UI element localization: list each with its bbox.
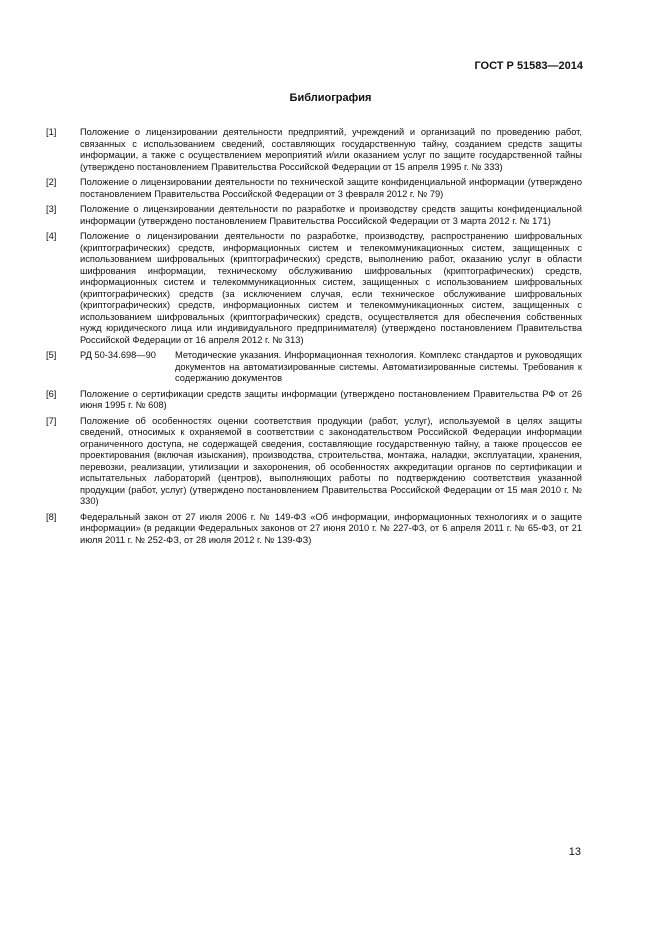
reference-text: Положение о лицензировании деятельности по разработке, производству, распространению шифровальных (криптографических) средств, информационных систем и телекоммуникационных систем, защищенных с использованием шифровальных (криптографических) средств, выполнению работ, оказанию услуг в области шифрования информации, техническому обслуживанию шифровальных (криптографических) средств, информационных систем и телекоммуникационных систем, защищенных с использованием шифровальных (криптографических) средств (за исключением случая, если техническое обслуживание шифровальных (криптографических) средств, информационных систем и телекоммуникационных систем, защищенных с использованием шифровальных (криптографических) средств, осуществляется для обеспечения собственных нужд юридического лица или индивидуального предпринимателя) (утверждено постановлением Правительства Российской Федерации от 16 апреля 2012 г. № 313) [80,231,582,345]
reference-6 [46,389,582,412]
document-code: ГОСТ Р 51583—2014 [474,60,583,72]
bibliography-list [46,127,582,550]
reference-number: [8] [46,511,57,522]
reference-1 [46,127,582,173]
reference-text: Положение о сертификации средств защиты информации (утверждено постановлением Правительства РФ от 26 июня 1995 г. № 608) [80,388,582,410]
reference-3 [46,204,582,227]
reference-number: [4] [46,231,57,241]
reference-text: Положение об особенностях оценки соответствия продукции (работ, услуг), используемой в целях защиты сведений, относимых к охраняемой в соответствии с законодательством Российской Федерации информации ограниченного доступа, не содержащей сведения, составляющие государственную тайну, а также процессов ее проектирования (включая изыскания), производства, строительства, монтажа, наладки, эксплуатации, хранения, перевозки, реализации, утилизации и захоронения, об особенностях аккредитации органов по сертификации и испытательных лабораторий (центров), выполняющих работы по подтверждению соответствия указанной продукции (работ, услуг) (утверждено постановлением Правительства Российской Федерации от 15 мая 2010 г. № 330) [80,415,582,506]
reference-4 [46,231,582,346]
reference-5 [46,350,582,385]
reference-number: [3] [46,204,57,214]
reference-2 [46,177,582,200]
reference-text: Положение о лицензировании деятельности по разработке и производству средств защиты конфиденциальной информации (утверждено постановлением Правительства Российской Федерации от 3 марта 2012 г. № 171) [80,204,582,226]
reference-8 [46,512,582,547]
page-number: 13 [568,846,581,858]
reference-number: [7] [46,415,57,426]
reference-number: [5] [46,350,57,360]
reference-text: Положение о лицензировании деятельности по технической защите конфиденциальной информации (утверждено постановлением Правительства Российской Федерации от 3 февраля 2012 г. № 79) [80,177,582,199]
reference-text: Положение о лицензировании деятельности предприятий, учреждений и организаций по проведению работ, связанных с использованием сведений, составляющих государственную тайну, созданием средств защиты информации, а также с осуществлением мероприятий и/или оказанием услуг по защите государственной тайны (утверждено постановлением Правительства Российской Федерации от 15 апреля 1995 г. № 333) [80,127,582,172]
reference-text: Федеральный закон от 27 июля 2006 г. № 149-ФЗ «Об информации, информационных технологиях и о защите информации» (в редакции Федеральных законов от 27 июня 2010 г. № 227-ФЗ, от 6 апреля 2011 г. № 65-ФЗ, от 21 июля 2011 г. № 252-ФЗ, от 28 июля 2012 г. № 139-ФЗ) [80,511,582,545]
page-title: Библиография [289,92,372,104]
reference-number: [1] [46,127,57,137]
reference-number: [6] [46,388,57,399]
reference-number: [2] [46,177,57,187]
reference-text: Методические указания. Информационная технология. Комплекс стандартов и руководящих документов на автоматизированные системы. Автоматизированные системы. Требования к содержанию документов [175,350,582,383]
reference-7 [46,416,582,508]
reference-code: РД 50-34.698—90 [80,350,156,360]
